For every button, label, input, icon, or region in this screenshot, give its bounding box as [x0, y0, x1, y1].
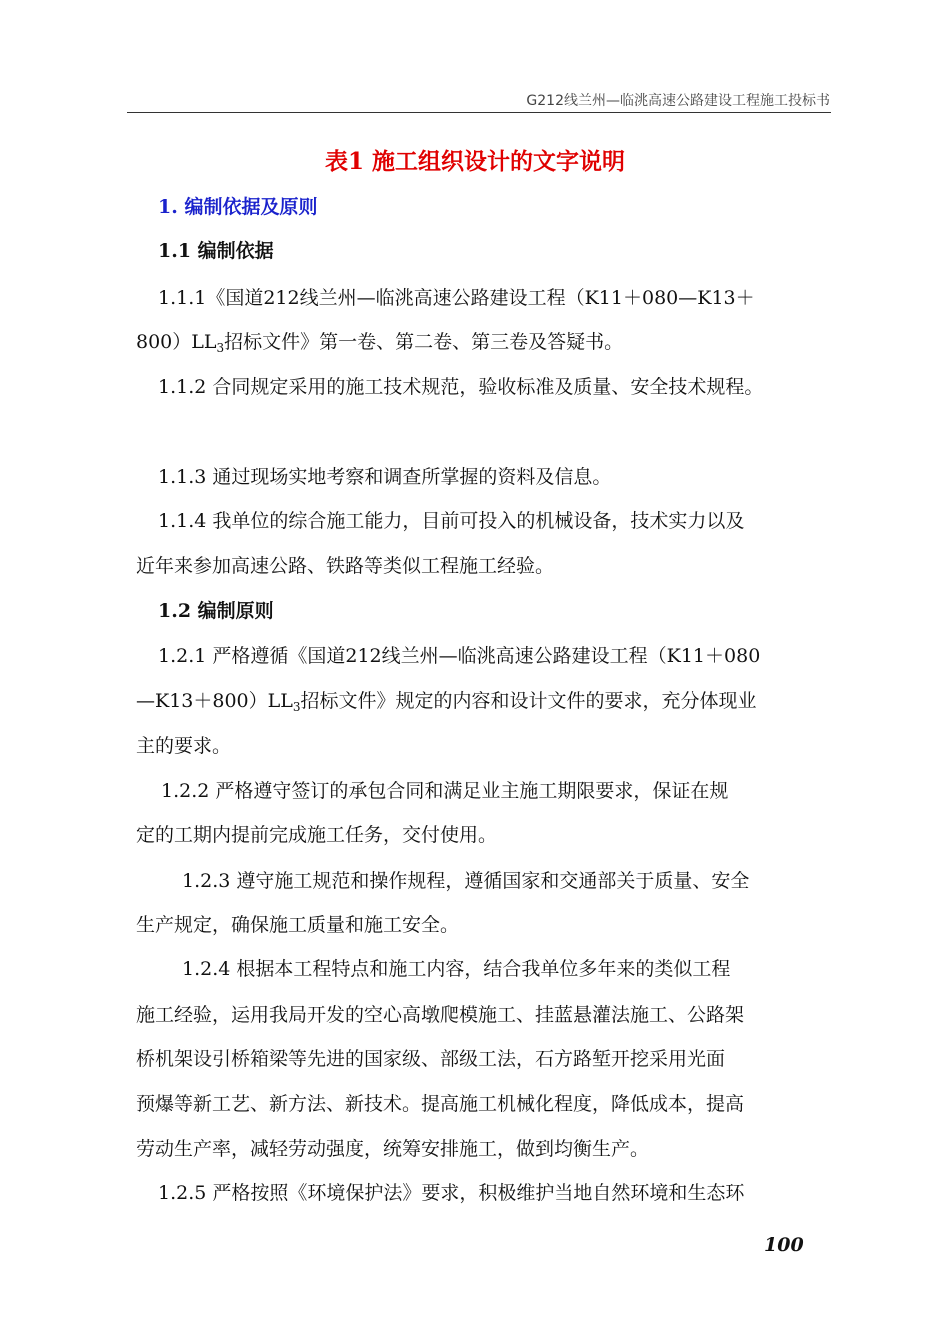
running-header: G212线兰州—临洮高速公路建设工程施工投标书: [526, 93, 830, 109]
page-number: 100: [764, 1234, 804, 1256]
paragraph-1-2-4-line-2: 施工经验，运用我局开发的空心高墩爬模施工、挂蓝悬灌法施工、公路架: [136, 1004, 745, 1026]
paragraph-1-1-2: 1.1.2 合同规定采用的施工技术规范，验收标准及质量、安全技术规程。: [158, 376, 764, 398]
paragraph-1-2-1-line-1: 1.2.1 严格遵循《国道212线兰州—临洮高速公路建设工程（K11＋080: [158, 645, 761, 667]
subscript: 3: [216, 341, 225, 355]
section-1-1-heading: 1.1 编制依据: [158, 240, 274, 262]
paragraph-1-2-1-line-3: 主的要求。: [136, 735, 232, 757]
text-span: 招标文件》第一卷、第二卷、第三卷及答疑书。: [224, 331, 624, 353]
paragraph-1-2-2-line-2: 定的工期内提前完成施工任务，交付使用。: [136, 824, 498, 846]
paragraph-1-2-1-line-2: [136, 686, 757, 713]
paragraph-1-2-3-line-2: 生产规定，确保施工质量和施工安全。: [136, 914, 460, 936]
paragraph-1-2-4-line-5: 劳动生产率，减轻劳动强度，统筹安排施工，做到均衡生产。: [136, 1138, 650, 1160]
subscript: 3: [292, 700, 301, 714]
paragraph-1-2-3-line-1: 1.2.3 遵守施工规范和操作规程，遵循国家和交通部关于质量、安全: [182, 870, 750, 892]
paragraph-1-2-4-line-1: 1.2.4 根据本工程特点和施工内容，结合我单位多年来的类似工程: [182, 958, 731, 980]
section-1-2-heading: 1.2 编制原则: [158, 600, 274, 622]
text-span: 招标文件》规定的内容和设计文件的要求，充分体现业: [300, 690, 757, 712]
section-1-heading: 1. 编制依据及原则: [158, 196, 318, 218]
paragraph-1-2-4-line-3: 桥机架设引桥箱梁等先进的国家级、部级工法，石方路堑开挖采用光面: [136, 1048, 726, 1070]
paragraph-1-2-4-line-4: 预爆等新工艺、新方法、新技术。提高施工机械化程度，降低成本，提高: [136, 1093, 745, 1115]
paragraph-1-2-2-line-1: 1.2.2 严格遵守签订的承包合同和满足业主施工期限要求，保证在规: [161, 780, 729, 802]
paragraph-1-1-1-line-1: 1.1.1《国道212线兰州—临洮高速公路建设工程（K11＋080—K13＋: [158, 287, 755, 309]
paragraph-1-1-1-line-2: [136, 327, 623, 354]
paragraph-1-1-4-line-2: 近年来参加高速公路、铁路等类似工程施工经验。: [136, 555, 555, 577]
paragraph-1-2-5-line-1: 1.2.5 严格按照《环境保护法》要求，积极维护当地自然环境和生态环: [158, 1182, 745, 1204]
header-rule: [127, 112, 831, 113]
paragraph-1-1-4-line-1: 1.1.4 我单位的综合施工能力，目前可投入的机械设备，技术实力以及: [158, 510, 745, 532]
text-span: 800）LL: [136, 331, 217, 353]
text-span: —K13＋800）LL: [136, 690, 293, 712]
paragraph-1-1-3: 1.1.3 通过现场实地考察和调查所掌握的资料及信息。: [158, 466, 612, 488]
document-title: 表1 施工组织设计的文字说明: [324, 148, 625, 175]
